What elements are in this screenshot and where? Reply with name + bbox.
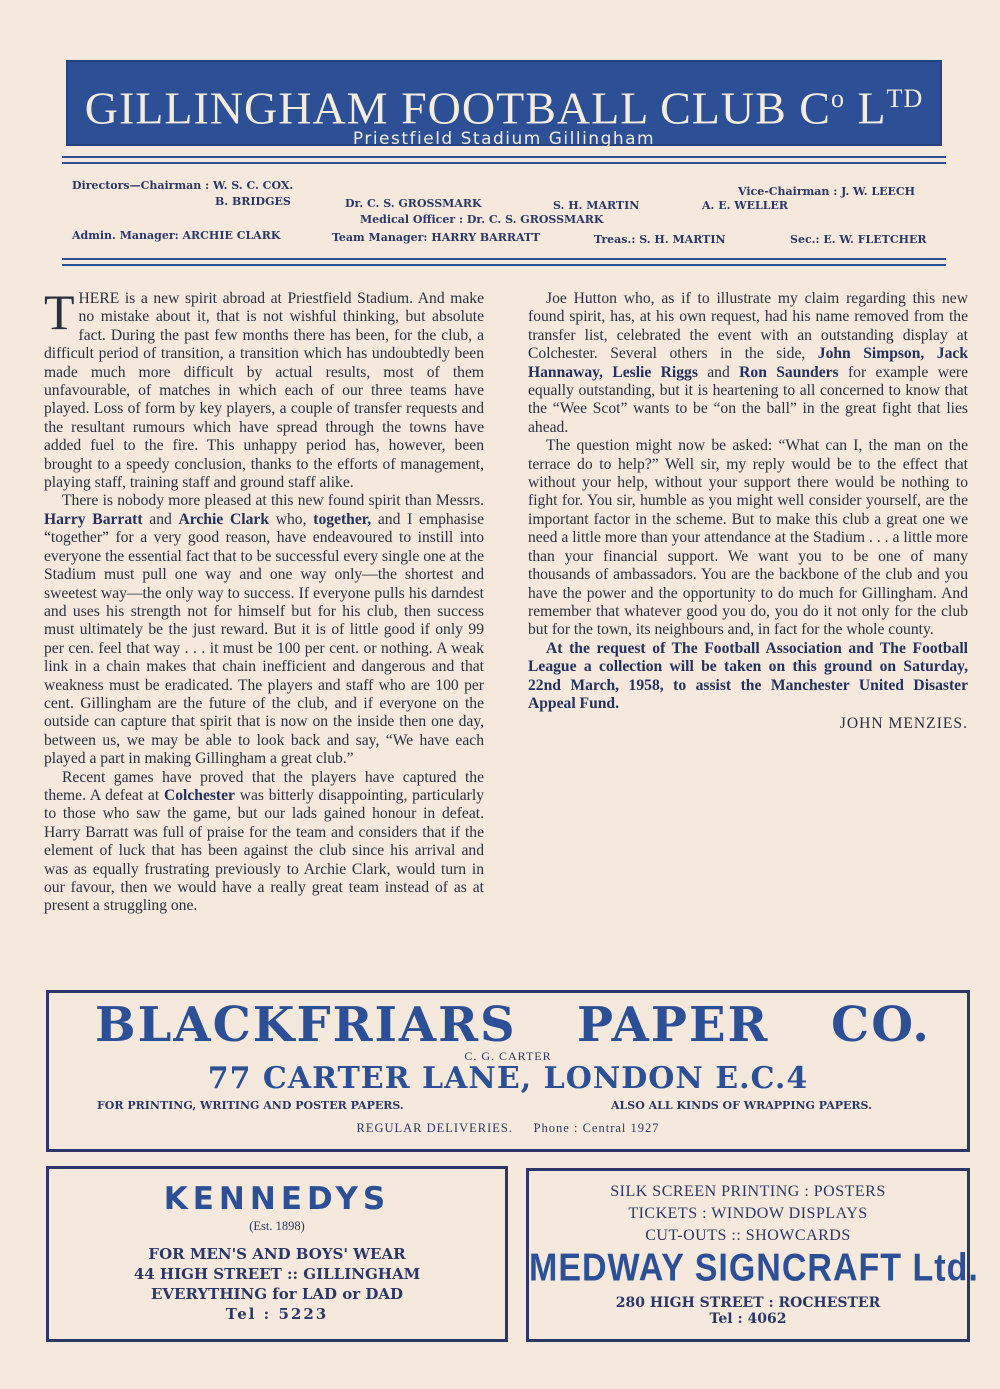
kennedys-address: 44 HIGH STREET :: GILLINGHAM xyxy=(133,1265,421,1283)
regular-deliveries: REGULAR DELIVERIES. xyxy=(356,1121,513,1135)
director-name: Dr. C. S. GROSSMARK xyxy=(345,197,482,210)
kennedys-line: FOR MEN'S AND BOYS' WEAR xyxy=(148,1245,406,1263)
article-left-column xyxy=(44,284,485,916)
title-co-sup: o xyxy=(830,84,845,113)
medway-name: MEDWAY SIGNCRAFT Ltd. xyxy=(529,1246,979,1290)
title-ltd-sup: TD xyxy=(886,84,924,113)
medway-services: SILK SCREEN PRINTING : POSTERS xyxy=(610,1183,886,1200)
article-paragraph xyxy=(528,290,968,437)
paragraph-text: Joe Hutton who, as if to illustrate my claim regarding this new found spirit, has, at his own request, had his name removed from the transfer list, celebrated the event with an outstanding display at Colchester. Several others in the side, xyxy=(528,290,968,363)
director-name: S. H. MARTIN xyxy=(553,199,640,212)
secretary: Sec.: E. W. FLETCHER xyxy=(790,233,927,246)
vice-chairman: Vice-Chairman : J. W. LEECH xyxy=(738,185,916,198)
bold-word: together, xyxy=(313,510,372,528)
proprietor: C. G. CARTER xyxy=(464,1049,552,1063)
kennedys-line: EVERYTHING for LAD or DAD xyxy=(150,1285,404,1303)
bold-name: Colchester xyxy=(163,786,235,804)
bold-name: Harry Barratt xyxy=(44,510,143,528)
directors-rule xyxy=(62,258,946,260)
article-right-column xyxy=(528,290,968,734)
established-year: (Est. 1898) xyxy=(249,1219,305,1233)
director-name: B. BRIDGES xyxy=(215,195,291,208)
kennedys-tel: Tel : 5223 xyxy=(225,1305,329,1323)
wrapping-papers: ALSO ALL KINDS OF WRAPPING PAPERS. xyxy=(611,1099,872,1112)
drop-cap: T xyxy=(44,284,75,340)
treasurer: Treas.: S. H. MARTIN xyxy=(594,233,726,246)
paragraph-text: HERE is a new spirit abroad at Priestfield Stadium. And make no mistake about it, that is not wishful thinking, but absolute fact. During the past few months there has been, for the club, a difficult period of transition, a transition which has undoubtedly been made much more difficult by actual results, most of them unfavourable, of matches in which each of our three teams have played. Loss of form by key players, a couple of transfer requests and the resultant rumours which have spread through the towns have added fuel to the fire. This unhappy period has, however, been brought to a speedy conclusion, thanks to the efforts of management, playing staff, training staff and ground staff alike. xyxy=(44,290,484,492)
phone-number: Phone : Central 1927 xyxy=(533,1121,660,1135)
header-rule xyxy=(62,156,946,158)
paragraph-text: who, xyxy=(269,510,314,528)
article-paragraph xyxy=(44,284,484,492)
directors-rule xyxy=(62,264,946,266)
kennedys-advert xyxy=(46,1166,508,1342)
paragraph-text: There is nobody more pleased at this new found spirit than Messrs. xyxy=(62,492,484,510)
paragraph-text: and xyxy=(142,510,179,528)
bold-names: John Simpson, Jack Hannaway, Leslie Riggs xyxy=(528,345,968,381)
blackfriars-word: BLACKFRIARS xyxy=(95,997,517,1053)
medway-signcraft-advert xyxy=(526,1168,979,1342)
club-subtitle: Priestfield Stadium Gillingham xyxy=(352,129,656,150)
title-co: C xyxy=(799,82,831,134)
paper-word: PAPER xyxy=(577,997,770,1053)
title-ltd: L xyxy=(844,82,887,134)
blackfriars-address: 77 CARTER LANE, LONDON E.C.4 xyxy=(207,1061,809,1096)
bold-name: Ron Saunders xyxy=(739,363,839,381)
paragraph-text: for example were equally outstanding, but it is heartening to all concerned to know that the “Wee Scot” wants to be “on the ball” in the great fight that lies ahead. xyxy=(528,363,968,436)
article-paragraph xyxy=(44,492,484,768)
paragraph-text: was bitterly disappointing, particularly to those who saw the game, but our lads gained honour in defeat. Harry Barratt was full of praise for the team and considers that if the element of luck that has been against the club since his arrival and was as equally frustrating previously to Archie Clark, would turn in our favour, then we would have a really great team instead of as at present a struggling one. xyxy=(44,786,484,915)
admin-manager: Admin. Manager: ARCHIE CLARK xyxy=(72,229,281,242)
paragraph-text: Recent games have proved that the players have captured the theme. A defeat at xyxy=(44,768,484,804)
collection-notice: At the request of The Football Association and The Football League a collection will be taken on this ground on Saturday, 22nd March, 1958, to assist the Manchester United Disaster Appeal Fund. xyxy=(528,639,968,712)
paragraph-text: and I emphasise “together” for a very good reason, have endeavoured to instill into everyone the essential fact that to be successful every single one at the Stadium must pull one way and one way only—the shortest and sweetest way—the only way to success. If everyone pulls his darndest and uses his strength not for himself but for his club, then success must ultimately be the just reward. But it is of little good if only 99 per cen. feel that way . . . it must be 100 per cent. or nothing. A weak link in a chain makes that chain inefficient and dangerous and that weakness must be eradicated. The players and staff who are 100 per cent. Gillingham are the future of the club, and if everyone on the outside can capture that spirit that is now on the inside then one day, between us, we may be able to look back and say, “We have each played a part in making Gillingham a great club.” xyxy=(44,510,485,768)
medway-services: TICKETS : WINDOW DISPLAYS xyxy=(628,1205,868,1222)
medway-tel: Tel : 4062 xyxy=(709,1311,787,1327)
article-paragraph xyxy=(44,769,484,916)
blackfriars-advert xyxy=(46,990,970,1152)
club-name: GILLINGHAM FOOTBALL CLUB xyxy=(84,82,787,134)
kennedys-name: KENNEDYS xyxy=(163,1181,391,1217)
medical-officer: Medical Officer : Dr. C. S. GROSSMARK xyxy=(360,213,604,226)
paragraph-text: and xyxy=(697,363,740,381)
club-title xyxy=(68,74,940,133)
directors-chairman: Directors—Chairman : W. S. C. COX. xyxy=(72,179,294,192)
club-header-banner xyxy=(66,60,942,150)
deliveries-phone xyxy=(49,1121,967,1136)
medway-address: 280 HIGH STREET : ROCHESTER xyxy=(615,1295,881,1311)
bold-name: Archie Clark xyxy=(178,510,270,528)
team-manager: Team Manager: HARRY BARRATT xyxy=(332,231,540,244)
author-signature: JOHN MENZIES. xyxy=(839,715,968,733)
article-paragraph: The question might now be asked: “What can I, the man on the terrace do to help?” Well sir, my reply would be to the effect that without your help, without your support there would be nothing to fight for. You sir, humble as you might well consider yourself, are the important factor in the scheme. But to make this club a great one we need a little more than your attendance at the Stadium . . . a little more than your financial support. We want you to be one of many thousands of ambassadors. You are the backbone of the club and you have the power and the opportunity to do much for Gillingham. And remember that whatever good you do, you do it not only for the club but for the town, its neighbours and, in fact for the whole county. xyxy=(528,437,968,639)
medway-services: CUT-OUTS :: SHOWCARDS xyxy=(645,1227,851,1244)
printing-papers: FOR PRINTING, WRITING AND POSTER PAPERS. xyxy=(97,1099,404,1112)
header-rule xyxy=(62,162,946,164)
director-name: A. E. WELLER xyxy=(702,199,788,212)
co-word: CO. xyxy=(831,997,931,1053)
